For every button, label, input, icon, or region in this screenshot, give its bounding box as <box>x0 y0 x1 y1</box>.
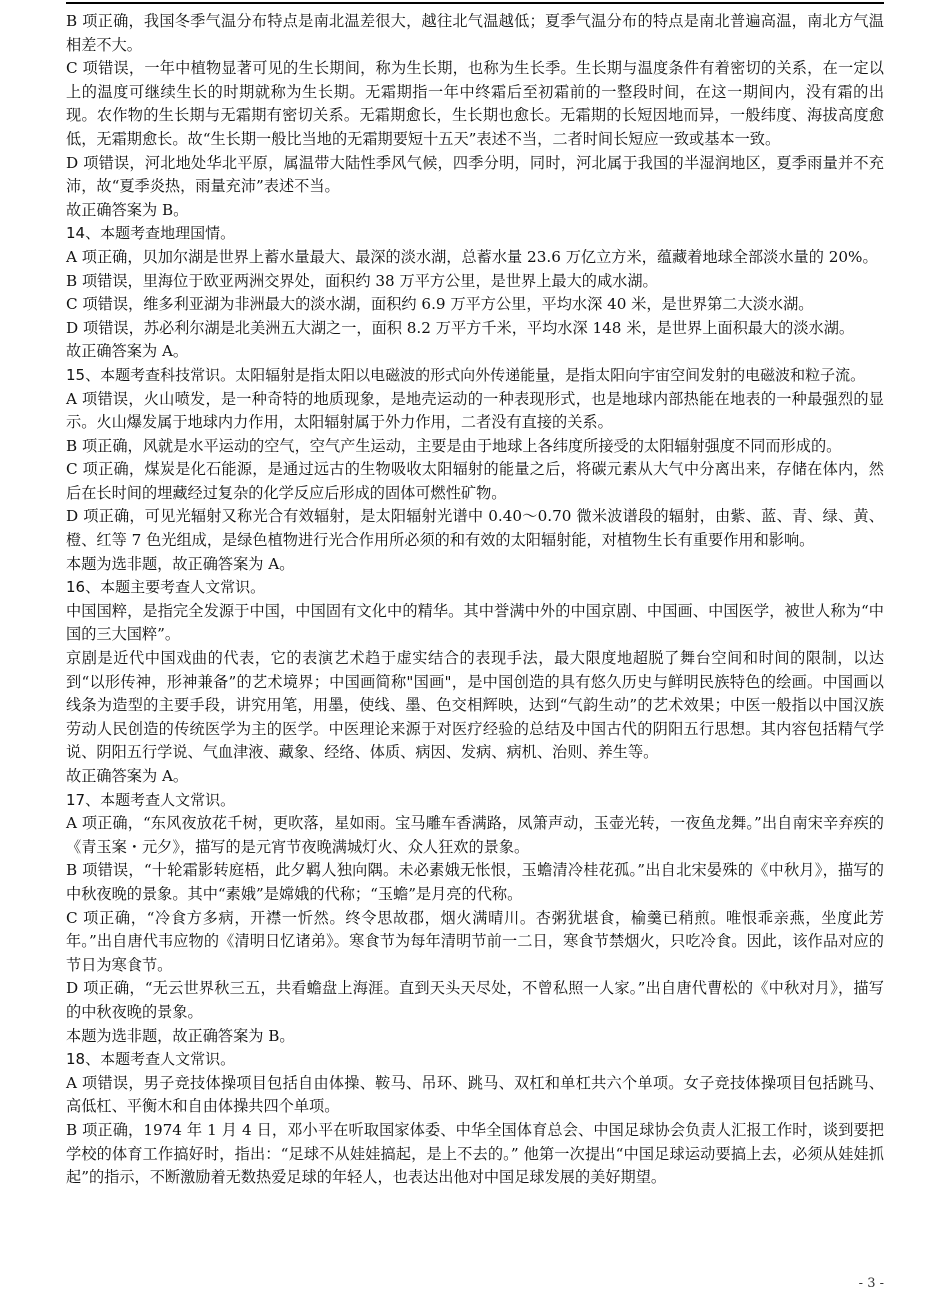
explanation-paragraph: A 项正确，“东风夜放花千树，更吹落，星如雨。宝马雕车香满路，凤箫声动，玉壶光转，一夜鱼龙舞。”出自南宋辛弃疾的《青玉案・元夕》，描写的是元宵节夜晚满城灯火、众人狂欢的景象。 <box>66 814 884 856</box>
explanation-paragraph: D 项错误，河北地处华北平原，属温带大陆性季风气候，四季分明，同时，河北属于我国的半湿润地区，夏季雨量并不充沛，故“夏季炎热，雨量充沛”表述不当。 <box>66 153 884 196</box>
explanation-paragraph: A 项错误，男子竞技体操项目包括自由体操、鞍马、吊环、跳马、双杠和单杠共六个单项。女子竞技体操项目包括跳马、高低杠、平衡木和自由体操共四个单项。 <box>66 1073 884 1116</box>
explanation-paragraph: B 项正确，风就是水平运动的空气，空气产生运动，主要是由于地球上各纬度所接受的太阳辐射强度不同而形成的。 <box>66 436 842 455</box>
explanation-paragraph: C 项错误，维多利亚湖为非洲最大的淡水湖，面积约 6.9 万平方公里，平均水深 40 米，是世界第二大淡水湖。 <box>66 295 814 314</box>
explanation-paragraph: 京剧是近代中国戏曲的代表，它的表演艺术趋于虚实结合的表现手法，最大限度地超脱了舞台空间和时间的限制，以达到“以形传神，形神兼备”的艺术境界；中国画简称"国画"，是中国创造的具有悠久历史与鲜明民族特色的绘画。中国画以线条为造型的主要手段，讲究用笔，用墨，使线、墨、色交相辉映，达到“气韵生动”的艺术效果；中医一般指以中国汉族劳动人民创造的传统医学为主的医学。中医理论来源于对医疗经验的总结及中国古代的阴阳五行思想。其内容包括精气学说、阴阳五行学说、气血津液、藏象、经络、体质、病因、发病、病机、治则、养生等。 <box>66 649 884 762</box>
explanation-paragraph: 故正确答案为 B。 <box>66 200 189 219</box>
question-heading: 17、本题考查人文常识。 <box>66 790 236 809</box>
explanation-paragraph: C 项错误，一年中植物显著可见的生长期间，称为生长期，也称为生长季。生长期与温度条件有着密切的关系，在一定以上的温度可继续生长的时期就称为生长期。无霜期指一年中终霜后至初霜前的一整段时间，在这一期间内，没有霜的出现。农作物的生长期与无霜期有密切关系。无霜期愈长，生长期也愈长。无霜期的长短因地而异，一般纬度、海拔高度愈低，无霜期愈长。故“生长期一般比当地的无霜期要短十五天”表述不当，二者时间长短应一致或基本一致。 <box>66 59 884 148</box>
explanation-paragraph: C 项正确，“冷食方多病，开襟一忻然。终令思故郡，烟火满晴川。杏粥犹堪食，榆羹已稍煎。唯恨乖亲燕，坐度此芳年。”出自唐代韦应物的《清明日忆诸弟》。寒食节为每年清明节前一二日，寒食节禁烟火，只吃冷食。因此，该作品对应的节日为寒食节。 <box>66 908 884 974</box>
explanation-paragraph: B 项错误，里海位于欧亚两洲交界处，面积约 38 万平方公里，是世界上最大的咸水湖。 <box>66 271 658 290</box>
page-number: - 3 - <box>858 1276 884 1291</box>
explanation-paragraph: 本题为选非题，故正确答案为 B。 <box>66 1026 295 1045</box>
explanation-paragraph: D 项错误，苏必利尔湖是北美洲五大湖之一，面积 8.2 万平方千米，平均水深 148 米，是世界上面积最大的淡水湖。 <box>66 318 855 337</box>
explanation-paragraph: A 项错误，火山喷发，是一种奇特的地质现象，是地壳运动的一种表现形式，也是地球内部热能在地表的一种最强烈的显示。火山爆发属于地球内力作用，太阳辐射属于外力作用，二者没有直接的关系。 <box>66 389 884 432</box>
question-heading: 18、本题考查人文常识。 <box>66 1050 236 1069</box>
question-heading: 15、本题考查科技常识。太阳辐射是指太阳以电磁波的形式向外传递能量，是指太阳向宇宙空间发射的电磁波和粒子流。 <box>66 365 866 384</box>
explanation-paragraph: 故正确答案为 A。 <box>66 342 189 361</box>
explanation-paragraph: D 项正确，“无云世界秋三五，共看蟾盘上海涯。直到天头天尽处，不曾私照一人家。”出自唐代曹松的《中秋对月》，描写的中秋夜晚的景象。 <box>66 979 884 1021</box>
explanation-paragraph: D 项正确，可见光辐射又称光合有效辐射，是太阳辐射光谱中 0.40～0.70 微米波谱段的辐射，由紫、蓝、青、绿、黄、橙、红等 7 色光组成，是绿色植物进行光合作用所必须的和有效的太阳辐射能，对植物生长有重要作用和影响。 <box>66 507 884 550</box>
explanation-paragraph: B 项正确，我国冬季气温分布特点是南北温差很大，越往北气温越低；夏季气温分布的特点是南北普遍高温，南北方气温相差不大。 <box>66 12 884 54</box>
question-heading: 16、本题主要考查人文常识。 <box>66 578 266 597</box>
explanation-paragraph: B 项错误，“十轮霜影转庭梧，此夕羁人独向隅。未必素娥无怅恨，玉蟾清冷桂花孤。”出自北宋晏殊的《中秋月》，描写的中秋夜晚的景象。其中“素娥”是嫦娥的代称；“玉蟾”是月亮的代称。 <box>66 861 884 903</box>
question-heading: 14、本题考查地理国情。 <box>66 224 236 243</box>
explanation-paragraph: A 项正确，贝加尔湖是世界上蓄水量最大、最深的淡水湖，总蓄水量 23.6 万亿立方米，蕴藏着地球全部淡水量的 20%。 <box>66 247 878 266</box>
explanation-paragraph: 本题为选非题，故正确答案为 A。 <box>66 554 295 573</box>
explanation-paragraph: 故正确答案为 A。 <box>66 767 189 785</box>
explanation-paragraph: C 项正确，煤炭是化石能源，是通过远古的生物吸收太阳辐射的能量之后，将碳元素从大气中分离出来，存储在体内，然后在长时间的埋藏经过复杂的化学反应后形成的固体可燃性矿物。 <box>66 460 884 502</box>
top-rule <box>66 2 884 4</box>
explanation-paragraph: 中国国粹，是指完全发源于中国，中国固有文化中的精华。其中誉满中外的中国京剧、中国画、中国医学，被世人称为“中国的三大国粹”。 <box>66 601 884 644</box>
explanation-paragraph: B 项正确，1974 年 1 月 4 日，邓小平在听取国家体委、中华全国体育总会、中国足球协会负责人汇报工作时，谈到要把学校的体育工作搞好时，指出：“足球不从娃娃搞起，是上不去的。” 他第一次提出“中国足球运动要搞上去，必须从娃娃抓起”的指示，不断激励着无数热爱足球的年轻人，也表达出他对中国足球发展的美好期望。 <box>66 1120 884 1187</box>
answer-explanations <box>66 10 884 1190</box>
